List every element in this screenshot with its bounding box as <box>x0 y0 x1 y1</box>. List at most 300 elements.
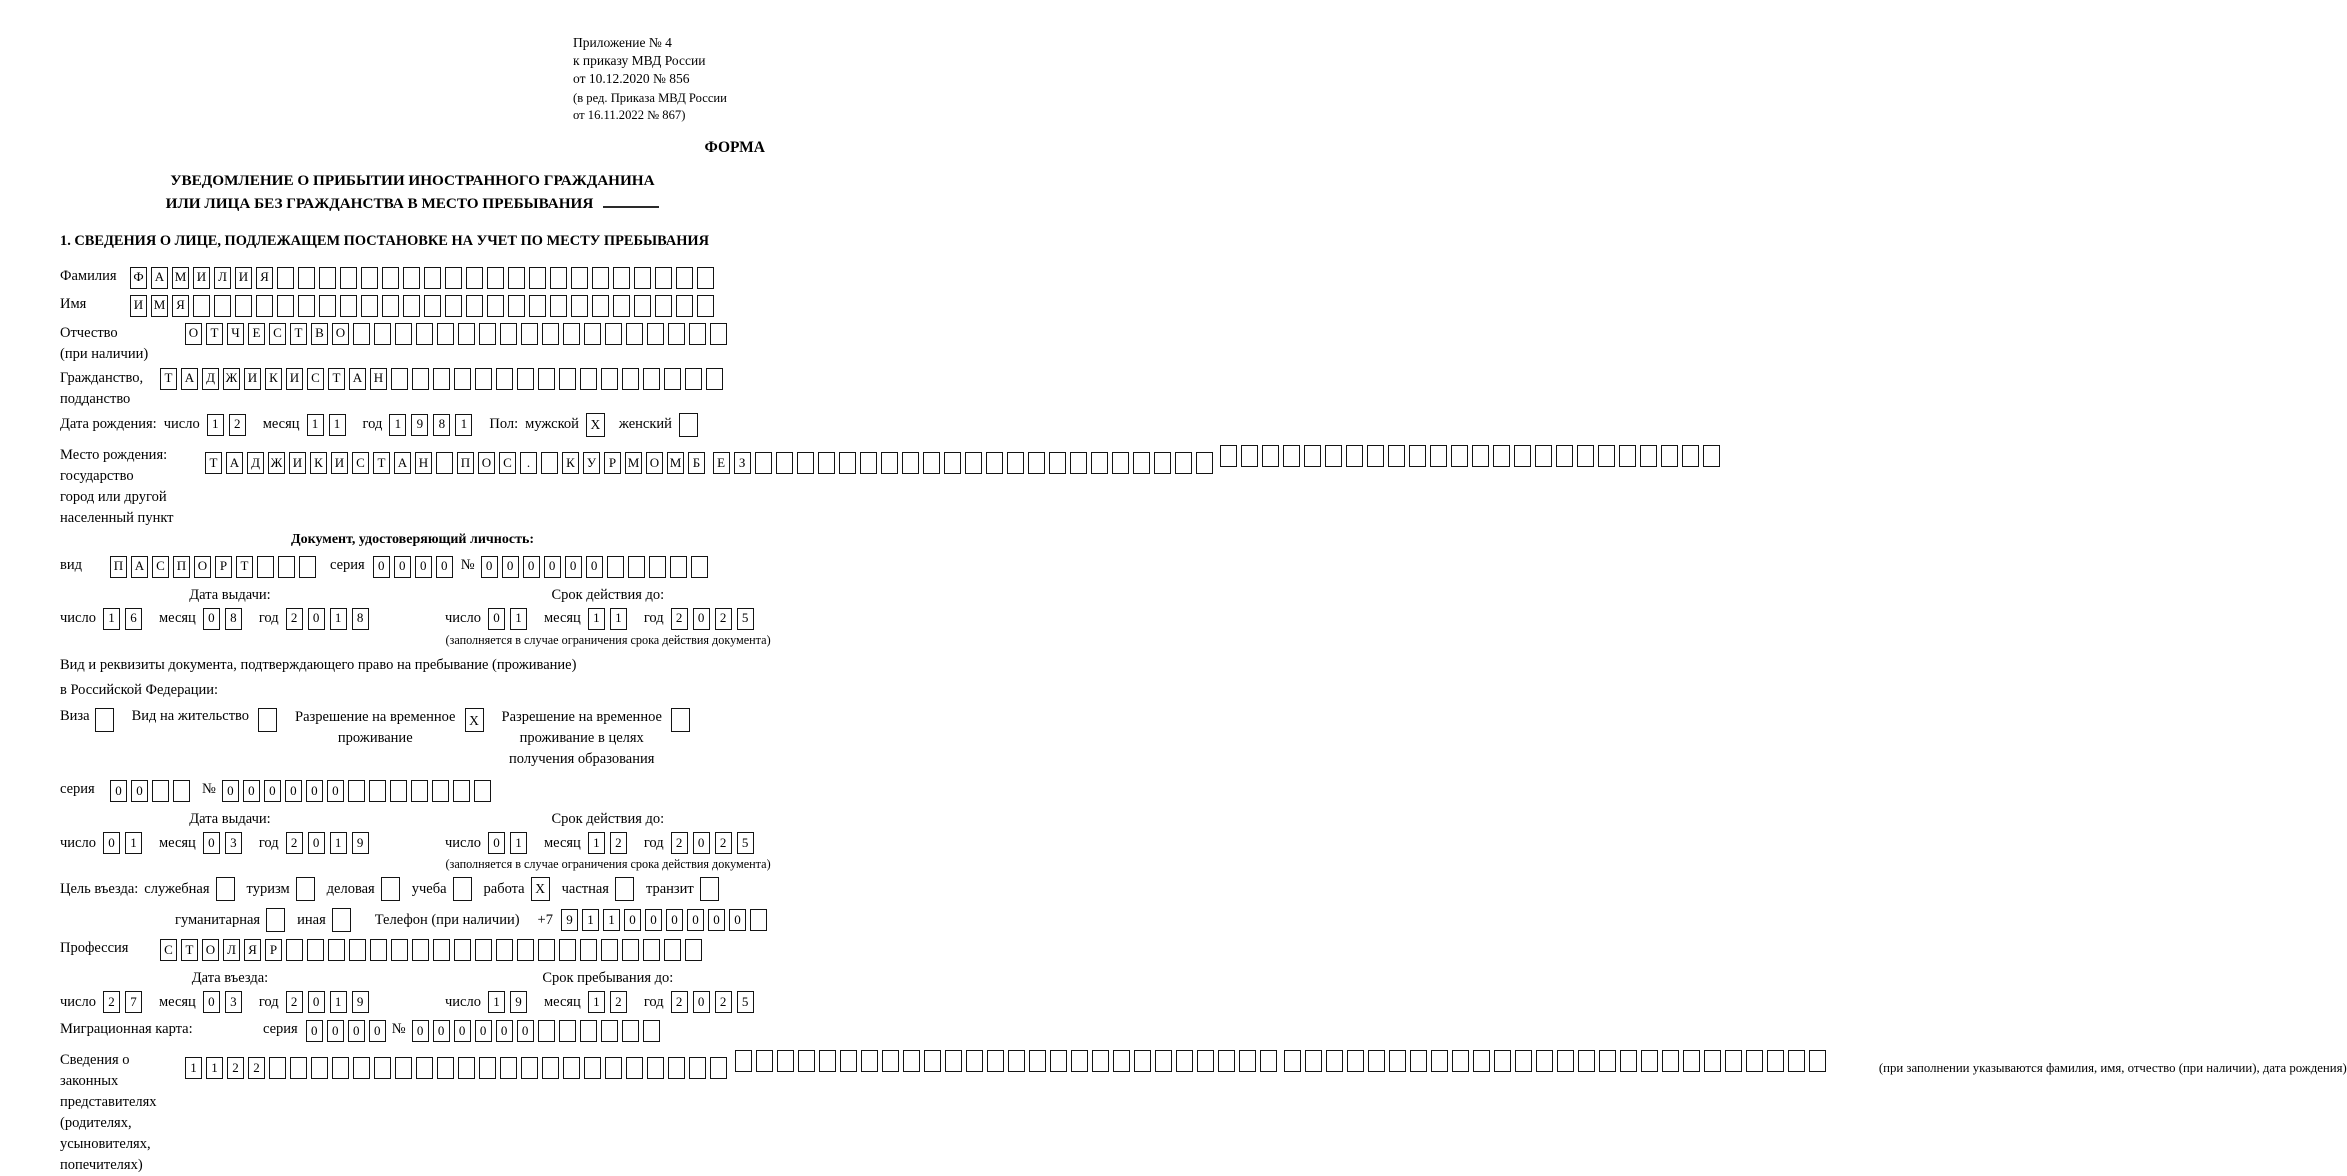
char-cell[interactable] <box>1473 1050 1490 1072</box>
char-cell[interactable]: Т <box>290 323 307 345</box>
char-cell[interactable] <box>508 295 525 317</box>
char-cell[interactable]: 2 <box>715 991 732 1013</box>
char-cell[interactable]: 0 <box>708 909 725 931</box>
char-cell[interactable]: 6 <box>125 608 142 630</box>
char-cell[interactable] <box>710 323 727 345</box>
char-cell[interactable] <box>1241 445 1258 467</box>
char-cell[interactable] <box>1556 445 1573 467</box>
char-cell[interactable]: 0 <box>693 608 710 630</box>
char-cell[interactable] <box>466 295 483 317</box>
char-cell[interactable] <box>298 267 315 289</box>
char-cell[interactable] <box>348 780 365 802</box>
char-cell[interactable]: 1 <box>185 1057 202 1079</box>
char-cell[interactable] <box>668 323 685 345</box>
char-cell[interactable]: Я <box>256 267 273 289</box>
char-cell[interactable] <box>521 1057 538 1079</box>
char-cell[interactable]: А <box>181 368 198 390</box>
char-cell[interactable] <box>349 939 366 961</box>
char-cell[interactable] <box>479 323 496 345</box>
char-cell[interactable] <box>881 452 898 474</box>
char-cell[interactable]: 9 <box>411 414 428 436</box>
char-cell[interactable]: У <box>583 452 600 474</box>
char-cell[interactable]: А <box>131 556 148 578</box>
char-cell[interactable] <box>353 323 370 345</box>
char-cell[interactable] <box>1451 445 1468 467</box>
char-cell[interactable]: Т <box>181 939 198 961</box>
char-cell[interactable] <box>1494 1050 1511 1072</box>
char-cell[interactable]: П <box>110 556 127 578</box>
char-cell[interactable]: К <box>265 368 282 390</box>
char-cell[interactable]: 2 <box>103 991 120 1013</box>
char-cell[interactable] <box>818 452 835 474</box>
char-cell[interactable]: Е <box>248 323 265 345</box>
char-cell[interactable] <box>966 1050 983 1072</box>
char-cell[interactable] <box>1767 1050 1784 1072</box>
char-cell[interactable] <box>550 295 567 317</box>
char-cell[interactable] <box>1325 445 1342 467</box>
char-cell[interactable] <box>559 939 576 961</box>
char-cell[interactable] <box>1262 445 1279 467</box>
char-cell[interactable]: И <box>286 368 303 390</box>
char-cell[interactable]: 0 <box>586 556 603 578</box>
char-cell[interactable]: Б <box>688 452 705 474</box>
char-cell[interactable]: З <box>734 452 751 474</box>
char-cell[interactable] <box>670 556 687 578</box>
char-cell[interactable]: Я <box>172 295 189 317</box>
char-cell[interactable]: 0 <box>203 608 220 630</box>
char-cell[interactable]: 2 <box>715 608 732 630</box>
char-cell[interactable] <box>475 939 492 961</box>
char-cell[interactable]: 0 <box>308 832 325 854</box>
char-cell[interactable]: М <box>151 295 168 317</box>
char-cell[interactable] <box>924 1050 941 1072</box>
purpose-tourism-checkbox[interactable] <box>296 877 315 901</box>
char-cell[interactable]: 1 <box>610 608 627 630</box>
char-cell[interactable] <box>697 267 714 289</box>
char-cell[interactable] <box>1155 1050 1172 1072</box>
char-cell[interactable] <box>1346 445 1363 467</box>
char-cell[interactable] <box>601 1020 618 1042</box>
char-cell[interactable] <box>1640 445 1657 467</box>
char-cell[interactable]: 0 <box>523 556 540 578</box>
char-cell[interactable] <box>945 1050 962 1072</box>
char-cell[interactable]: Я <box>244 939 261 961</box>
char-cell[interactable] <box>277 295 294 317</box>
char-cell[interactable]: 3 <box>225 832 242 854</box>
char-cell[interactable] <box>529 267 546 289</box>
char-cell[interactable]: П <box>173 556 190 578</box>
char-cell[interactable] <box>395 323 412 345</box>
char-cell[interactable]: 1 <box>329 414 346 436</box>
char-cell[interactable] <box>390 780 407 802</box>
char-cell[interactable]: 9 <box>561 909 578 931</box>
char-cell[interactable] <box>1578 1050 1595 1072</box>
char-cell[interactable]: 1 <box>125 832 142 854</box>
purpose-private-checkbox[interactable] <box>615 877 634 901</box>
char-cell[interactable]: Д <box>202 368 219 390</box>
char-cell[interactable]: 1 <box>103 608 120 630</box>
char-cell[interactable] <box>1113 1050 1130 1072</box>
char-cell[interactable]: 0 <box>203 991 220 1013</box>
char-cell[interactable]: 0 <box>285 780 302 802</box>
char-cell[interactable]: 2 <box>715 832 732 854</box>
char-cell[interactable] <box>416 323 433 345</box>
char-cell[interactable] <box>433 368 450 390</box>
char-cell[interactable] <box>1788 1050 1805 1072</box>
char-cell[interactable] <box>1368 1050 1385 1072</box>
char-cell[interactable] <box>1029 1050 1046 1072</box>
char-cell[interactable]: 0 <box>436 556 453 578</box>
char-cell[interactable]: 1 <box>455 414 472 436</box>
char-cell[interactable] <box>214 295 231 317</box>
char-cell[interactable] <box>634 267 651 289</box>
char-cell[interactable]: Т <box>205 452 222 474</box>
char-cell[interactable] <box>580 939 597 961</box>
char-cell[interactable]: Е <box>713 452 730 474</box>
char-cell[interactable]: 0 <box>415 556 432 578</box>
char-cell[interactable]: С <box>307 368 324 390</box>
char-cell[interactable]: И <box>331 452 348 474</box>
char-cell[interactable] <box>571 295 588 317</box>
char-cell[interactable] <box>256 295 273 317</box>
char-cell[interactable] <box>369 780 386 802</box>
char-cell[interactable]: 0 <box>412 1020 429 1042</box>
purpose-humanitarian-checkbox[interactable] <box>266 908 285 932</box>
char-cell[interactable]: 0 <box>131 780 148 802</box>
char-cell[interactable] <box>1112 452 1129 474</box>
char-cell[interactable] <box>1305 1050 1322 1072</box>
char-cell[interactable] <box>923 452 940 474</box>
char-cell[interactable] <box>840 1050 857 1072</box>
char-cell[interactable] <box>601 368 618 390</box>
char-cell[interactable] <box>458 323 475 345</box>
char-cell[interactable]: А <box>349 368 366 390</box>
char-cell[interactable] <box>496 368 513 390</box>
char-cell[interactable] <box>1175 452 1192 474</box>
char-cell[interactable]: П <box>457 452 474 474</box>
temp-residence-checkbox[interactable]: X <box>465 708 484 732</box>
char-cell[interactable] <box>307 939 324 961</box>
char-cell[interactable]: Д <box>247 452 264 474</box>
char-cell[interactable] <box>424 267 441 289</box>
char-cell[interactable]: 1 <box>330 832 347 854</box>
char-cell[interactable] <box>1746 1050 1763 1072</box>
char-cell[interactable]: Л <box>214 267 231 289</box>
char-cell[interactable]: 0 <box>243 780 260 802</box>
char-cell[interactable] <box>571 267 588 289</box>
char-cell[interactable] <box>437 323 454 345</box>
char-cell[interactable]: 0 <box>496 1020 513 1042</box>
char-cell[interactable] <box>353 1057 370 1079</box>
char-cell[interactable] <box>1809 1050 1826 1072</box>
char-cell[interactable] <box>622 1020 639 1042</box>
char-cell[interactable] <box>647 323 664 345</box>
char-cell[interactable] <box>580 1020 597 1042</box>
char-cell[interactable] <box>1682 445 1699 467</box>
char-cell[interactable]: С <box>152 556 169 578</box>
char-cell[interactable] <box>987 1050 1004 1072</box>
char-cell[interactable]: 1 <box>510 608 527 630</box>
char-cell[interactable]: 8 <box>433 414 450 436</box>
char-cell[interactable]: Н <box>415 452 432 474</box>
char-cell[interactable]: Т <box>236 556 253 578</box>
char-cell[interactable] <box>607 556 624 578</box>
char-cell[interactable]: 1 <box>588 608 605 630</box>
char-cell[interactable]: И <box>289 452 306 474</box>
char-cell[interactable] <box>1283 445 1300 467</box>
char-cell[interactable]: 0 <box>306 780 323 802</box>
char-cell[interactable]: 0 <box>369 1020 386 1042</box>
char-cell[interactable]: О <box>194 556 211 578</box>
purpose-official-checkbox[interactable] <box>216 877 235 901</box>
char-cell[interactable]: 5 <box>737 608 754 630</box>
char-cell[interactable]: 9 <box>352 991 369 1013</box>
char-cell[interactable] <box>559 368 576 390</box>
char-cell[interactable] <box>521 323 538 345</box>
char-cell[interactable] <box>643 368 660 390</box>
char-cell[interactable]: 0 <box>264 780 281 802</box>
char-cell[interactable] <box>542 323 559 345</box>
char-cell[interactable] <box>1662 1050 1679 1072</box>
char-cell[interactable] <box>1599 1050 1616 1072</box>
char-cell[interactable] <box>777 1050 794 1072</box>
char-cell[interactable] <box>605 1057 622 1079</box>
char-cell[interactable]: 0 <box>308 608 325 630</box>
char-cell[interactable]: 0 <box>394 556 411 578</box>
char-cell[interactable]: А <box>226 452 243 474</box>
char-cell[interactable] <box>1071 1050 1088 1072</box>
char-cell[interactable]: 1 <box>488 991 505 1013</box>
char-cell[interactable]: 0 <box>645 909 662 931</box>
char-cell[interactable]: 1 <box>307 414 324 436</box>
char-cell[interactable]: 2 <box>671 991 688 1013</box>
char-cell[interactable]: 9 <box>510 991 527 1013</box>
char-cell[interactable]: 7 <box>125 991 142 1013</box>
char-cell[interactable] <box>424 295 441 317</box>
char-cell[interactable] <box>563 1057 580 1079</box>
char-cell[interactable] <box>340 295 357 317</box>
char-cell[interactable] <box>487 267 504 289</box>
char-cell[interactable] <box>328 939 345 961</box>
char-cell[interactable] <box>735 1050 752 1072</box>
char-cell[interactable] <box>691 556 708 578</box>
char-cell[interactable] <box>340 267 357 289</box>
char-cell[interactable] <box>1557 1050 1574 1072</box>
char-cell[interactable] <box>1725 1050 1742 1072</box>
char-cell[interactable]: Т <box>160 368 177 390</box>
char-cell[interactable]: 0 <box>488 608 505 630</box>
char-cell[interactable] <box>269 1057 286 1079</box>
char-cell[interactable]: С <box>160 939 177 961</box>
char-cell[interactable] <box>374 323 391 345</box>
char-cell[interactable] <box>1431 1050 1448 1072</box>
char-cell[interactable] <box>1284 1050 1301 1072</box>
char-cell[interactable]: М <box>667 452 684 474</box>
char-cell[interactable] <box>173 780 190 802</box>
char-cell[interactable]: О <box>646 452 663 474</box>
char-cell[interactable] <box>649 556 666 578</box>
char-cell[interactable]: 2 <box>610 991 627 1013</box>
char-cell[interactable] <box>361 295 378 317</box>
char-cell[interactable] <box>1134 1050 1151 1072</box>
char-cell[interactable]: Т <box>206 323 223 345</box>
char-cell[interactable] <box>559 1020 576 1042</box>
char-cell[interactable]: 2 <box>610 832 627 854</box>
char-cell[interactable] <box>538 368 555 390</box>
char-cell[interactable] <box>1410 1050 1427 1072</box>
char-cell[interactable]: 8 <box>225 608 242 630</box>
char-cell[interactable] <box>395 1057 412 1079</box>
char-cell[interactable] <box>193 295 210 317</box>
char-cell[interactable]: 1 <box>510 832 527 854</box>
char-cell[interactable] <box>1515 1050 1532 1072</box>
char-cell[interactable] <box>613 267 630 289</box>
char-cell[interactable] <box>861 1050 878 1072</box>
char-cell[interactable] <box>277 267 294 289</box>
char-cell[interactable] <box>580 368 597 390</box>
char-cell[interactable] <box>529 295 546 317</box>
char-cell[interactable] <box>710 1057 727 1079</box>
char-cell[interactable] <box>538 1020 555 1042</box>
char-cell[interactable]: Л <box>223 939 240 961</box>
char-cell[interactable]: А <box>151 267 168 289</box>
char-cell[interactable] <box>538 939 555 961</box>
char-cell[interactable] <box>902 452 919 474</box>
char-cell[interactable]: 0 <box>544 556 561 578</box>
char-cell[interactable] <box>235 295 252 317</box>
char-cell[interactable]: 1 <box>588 991 605 1013</box>
char-cell[interactable] <box>436 452 453 474</box>
char-cell[interactable] <box>647 1057 664 1079</box>
char-cell[interactable] <box>382 267 399 289</box>
char-cell[interactable] <box>411 780 428 802</box>
char-cell[interactable] <box>517 939 534 961</box>
male-checkbox[interactable]: X <box>586 413 605 437</box>
char-cell[interactable]: 1 <box>588 832 605 854</box>
char-cell[interactable] <box>332 1057 349 1079</box>
char-cell[interactable] <box>412 368 429 390</box>
char-cell[interactable] <box>257 556 274 578</box>
char-cell[interactable] <box>1452 1050 1469 1072</box>
char-cell[interactable] <box>643 939 660 961</box>
char-cell[interactable] <box>416 1057 433 1079</box>
char-cell[interactable]: 2 <box>248 1057 265 1079</box>
char-cell[interactable] <box>882 1050 899 1072</box>
char-cell[interactable]: 0 <box>433 1020 450 1042</box>
char-cell[interactable]: Н <box>370 368 387 390</box>
char-cell[interactable]: О <box>202 939 219 961</box>
char-cell[interactable]: 0 <box>693 832 710 854</box>
char-cell[interactable] <box>286 939 303 961</box>
char-cell[interactable] <box>655 295 672 317</box>
char-cell[interactable] <box>1704 1050 1721 1072</box>
char-cell[interactable]: 0 <box>110 780 127 802</box>
char-cell[interactable] <box>706 368 723 390</box>
char-cell[interactable]: Ч <box>227 323 244 345</box>
char-cell[interactable]: 0 <box>475 1020 492 1042</box>
char-cell[interactable]: Р <box>265 939 282 961</box>
purpose-business-checkbox[interactable] <box>381 877 400 901</box>
char-cell[interactable] <box>319 267 336 289</box>
char-cell[interactable] <box>278 556 295 578</box>
char-cell[interactable]: Т <box>373 452 390 474</box>
char-cell[interactable] <box>965 452 982 474</box>
char-cell[interactable] <box>592 295 609 317</box>
char-cell[interactable]: 0 <box>348 1020 365 1042</box>
char-cell[interactable] <box>1430 445 1447 467</box>
char-cell[interactable] <box>626 323 643 345</box>
char-cell[interactable] <box>1304 445 1321 467</box>
char-cell[interactable] <box>1472 445 1489 467</box>
char-cell[interactable] <box>1133 452 1150 474</box>
char-cell[interactable] <box>454 368 471 390</box>
char-cell[interactable] <box>299 556 316 578</box>
char-cell[interactable] <box>152 780 169 802</box>
char-cell[interactable] <box>860 452 877 474</box>
char-cell[interactable]: О <box>185 323 202 345</box>
char-cell[interactable] <box>1008 1050 1025 1072</box>
char-cell[interactable]: И <box>244 368 261 390</box>
char-cell[interactable]: 1 <box>389 414 406 436</box>
char-cell[interactable] <box>453 780 470 802</box>
char-cell[interactable] <box>361 267 378 289</box>
char-cell[interactable] <box>508 267 525 289</box>
char-cell[interactable] <box>1535 445 1552 467</box>
char-cell[interactable] <box>496 939 513 961</box>
char-cell[interactable]: 5 <box>737 832 754 854</box>
char-cell[interactable]: 0 <box>565 556 582 578</box>
char-cell[interactable] <box>466 267 483 289</box>
char-cell[interactable] <box>542 1057 559 1079</box>
char-cell[interactable] <box>798 1050 815 1072</box>
char-cell[interactable] <box>1409 445 1426 467</box>
char-cell[interactable]: О <box>478 452 495 474</box>
char-cell[interactable] <box>622 368 639 390</box>
char-cell[interactable]: 0 <box>327 1020 344 1042</box>
char-cell[interactable] <box>1007 452 1024 474</box>
char-cell[interactable]: 1 <box>206 1057 223 1079</box>
char-cell[interactable]: 2 <box>227 1057 244 1079</box>
char-cell[interactable] <box>584 323 601 345</box>
char-cell[interactable] <box>1641 1050 1658 1072</box>
char-cell[interactable]: 5 <box>737 991 754 1013</box>
char-cell[interactable] <box>689 323 706 345</box>
char-cell[interactable]: Т <box>328 368 345 390</box>
char-cell[interactable]: К <box>310 452 327 474</box>
char-cell[interactable]: 0 <box>666 909 683 931</box>
char-cell[interactable]: . <box>520 452 537 474</box>
char-cell[interactable] <box>797 452 814 474</box>
char-cell[interactable]: 1 <box>330 608 347 630</box>
char-cell[interactable] <box>479 1057 496 1079</box>
char-cell[interactable] <box>1154 452 1171 474</box>
char-cell[interactable] <box>1683 1050 1700 1072</box>
char-cell[interactable]: 0 <box>306 1020 323 1042</box>
char-cell[interactable] <box>601 939 618 961</box>
char-cell[interactable]: 2 <box>671 832 688 854</box>
char-cell[interactable] <box>750 909 767 931</box>
char-cell[interactable] <box>628 556 645 578</box>
char-cell[interactable] <box>622 939 639 961</box>
female-checkbox[interactable] <box>679 413 698 437</box>
char-cell[interactable] <box>626 1057 643 1079</box>
char-cell[interactable] <box>454 939 471 961</box>
char-cell[interactable]: 1 <box>330 991 347 1013</box>
char-cell[interactable] <box>1514 445 1531 467</box>
char-cell[interactable] <box>1389 1050 1406 1072</box>
char-cell[interactable]: 0 <box>327 780 344 802</box>
char-cell[interactable] <box>298 295 315 317</box>
